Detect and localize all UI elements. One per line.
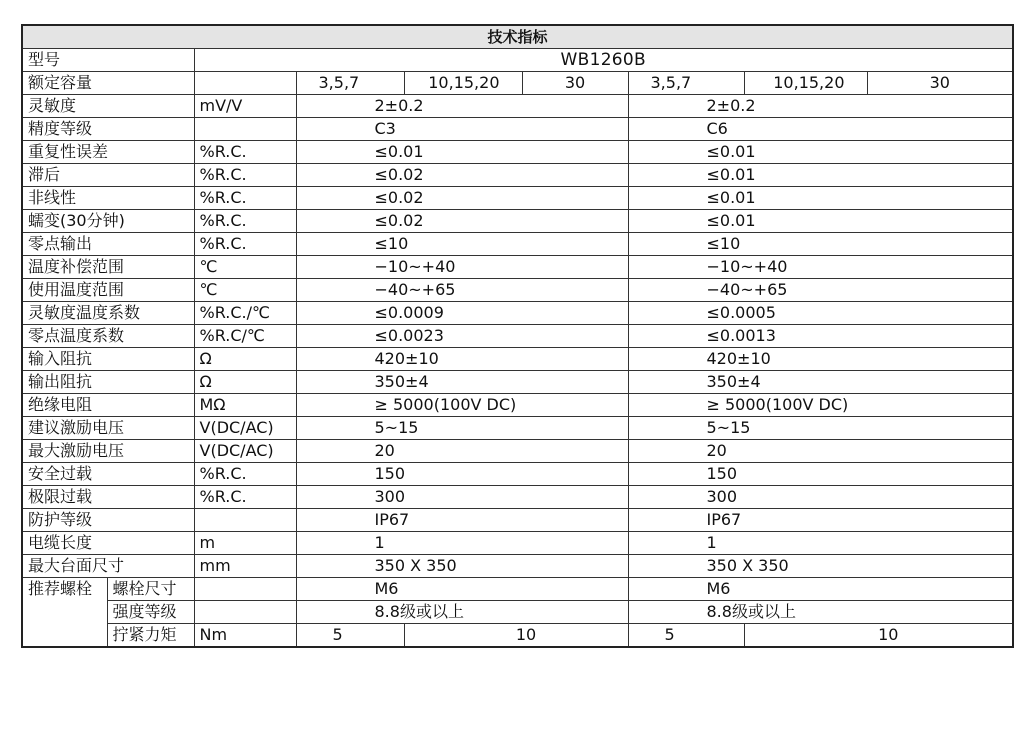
spec-name: 最大台面尺寸 — [22, 555, 194, 578]
spec-unit: %R.C. — [194, 164, 296, 187]
spec-row — [22, 279, 1013, 302]
spec-value-left: ≤0.02 — [296, 187, 628, 210]
spec-row — [22, 233, 1013, 256]
torque-right-1: 5 — [628, 624, 744, 648]
spec-value-right: ≤0.01 — [628, 210, 1013, 233]
spec-value-right: 5~15 — [628, 417, 1013, 440]
spec-name: 电缆长度 — [22, 532, 194, 555]
spec-unit: %R.C. — [194, 210, 296, 233]
spec-row — [22, 325, 1013, 348]
spec-table — [21, 24, 1014, 648]
capacity-label: 额定容量 — [22, 72, 194, 95]
spec-row — [22, 164, 1013, 187]
bolt-grade-left: 8.8级或以上 — [296, 601, 628, 624]
spec-unit: ℃ — [194, 279, 296, 302]
spec-unit: MΩ — [194, 394, 296, 417]
spec-row — [22, 440, 1013, 463]
spec-unit: %R.C. — [194, 187, 296, 210]
spec-value-left: −40~+65 — [296, 279, 628, 302]
spec-name: 最大激励电压 — [22, 440, 194, 463]
spec-unit: Ω — [194, 348, 296, 371]
spec-name: 使用温度范围 — [22, 279, 194, 302]
spec-row — [22, 486, 1013, 509]
spec-value-right: ≤0.01 — [628, 141, 1013, 164]
bolt-torque-unit: Nm — [194, 624, 296, 648]
spec-name: 非线性 — [22, 187, 194, 210]
spec-unit: %R.C/℃ — [194, 325, 296, 348]
spec-row — [22, 95, 1013, 118]
capacity-left-3: 30 — [522, 72, 628, 95]
bolt-size-row — [22, 578, 1013, 601]
spec-unit: %R.C. — [194, 463, 296, 486]
spec-value-right: 350 X 350 — [628, 555, 1013, 578]
spec-row — [22, 141, 1013, 164]
spec-row — [22, 210, 1013, 233]
spec-row — [22, 371, 1013, 394]
spec-name: 温度补偿范围 — [22, 256, 194, 279]
spec-value-left: ≤0.0009 — [296, 302, 628, 325]
spec-value-right: −40~+65 — [628, 279, 1013, 302]
spec-value-left: −10~+40 — [296, 256, 628, 279]
spec-value-right: 2±0.2 — [628, 95, 1013, 118]
spec-value-right: 300 — [628, 486, 1013, 509]
bolt-grade-right: 8.8级或以上 — [628, 601, 1013, 624]
spec-unit: V(DC/AC) — [194, 440, 296, 463]
spec-value-left: 350 X 350 — [296, 555, 628, 578]
spec-value-left: ≥ 5000(100V DC) — [296, 394, 628, 417]
spec-row — [22, 348, 1013, 371]
bolt-grade-row — [22, 601, 1013, 624]
spec-value-left: 300 — [296, 486, 628, 509]
spec-value-right: 1 — [628, 532, 1013, 555]
spec-unit: ℃ — [194, 256, 296, 279]
spec-name: 蠕变(30分钟) — [22, 210, 194, 233]
spec-value-left: 20 — [296, 440, 628, 463]
spec-value-left: IP67 — [296, 509, 628, 532]
spec-value-left: 350±4 — [296, 371, 628, 394]
spec-unit: mV/V — [194, 95, 296, 118]
spec-value-left: 420±10 — [296, 348, 628, 371]
bolt-size-name: 螺栓尺寸 — [107, 578, 194, 601]
spec-unit: %R.C./℃ — [194, 302, 296, 325]
spec-row — [22, 417, 1013, 440]
spec-name: 零点温度系数 — [22, 325, 194, 348]
spec-name: 输入阻抗 — [22, 348, 194, 371]
bolt-label: 推荐螺栓 — [22, 578, 107, 648]
spec-value-right: ≤10 — [628, 233, 1013, 256]
spec-value-right: ≤0.01 — [628, 187, 1013, 210]
capacity-row — [22, 72, 1013, 95]
bolt-size-unit — [194, 578, 296, 601]
spec-row — [22, 394, 1013, 417]
spec-value-right: ≤0.01 — [628, 164, 1013, 187]
spec-name: 绝缘电阻 — [22, 394, 194, 417]
spec-value-right: ≥ 5000(100V DC) — [628, 394, 1013, 417]
capacity-right-3: 30 — [867, 72, 1013, 95]
capacity-left-2: 10,15,20 — [404, 72, 522, 95]
spec-value-right: C6 — [628, 118, 1013, 141]
bolt-grade-unit — [194, 601, 296, 624]
title-row — [22, 25, 1013, 49]
unit-cell — [194, 72, 296, 95]
spec-unit: %R.C. — [194, 486, 296, 509]
spec-unit: %R.C. — [194, 233, 296, 256]
spec-name: 滞后 — [22, 164, 194, 187]
spec-row — [22, 463, 1013, 486]
bolt-size-right: M6 — [628, 578, 1013, 601]
spec-value-left: ≤0.02 — [296, 210, 628, 233]
bolt-grade-name: 强度等级 — [107, 601, 194, 624]
spec-name: 精度等级 — [22, 118, 194, 141]
spec-name: 重复性误差 — [22, 141, 194, 164]
spec-value-left: ≤10 — [296, 233, 628, 256]
capacity-right-1: 3,5,7 — [628, 72, 744, 95]
spec-name: 建议激励电压 — [22, 417, 194, 440]
spec-rows — [22, 95, 1013, 578]
spec-row — [22, 118, 1013, 141]
torque-left-1: 5 — [296, 624, 404, 648]
spec-value-right: 420±10 — [628, 348, 1013, 371]
spec-row — [22, 555, 1013, 578]
spec-value-right: ≤0.0005 — [628, 302, 1013, 325]
spec-unit: m — [194, 532, 296, 555]
spec-value-right: 150 — [628, 463, 1013, 486]
spec-row — [22, 302, 1013, 325]
table-title: 技术指标 — [22, 25, 1013, 49]
spec-value-right: IP67 — [628, 509, 1013, 532]
model-row — [22, 49, 1013, 72]
spec-unit: Ω — [194, 371, 296, 394]
spec-value-left: 5~15 — [296, 417, 628, 440]
model-label: 型号 — [22, 49, 194, 72]
spec-name: 零点输出 — [22, 233, 194, 256]
spec-value-right: 350±4 — [628, 371, 1013, 394]
model-value: WB1260B — [194, 49, 1013, 72]
capacity-right-2: 10,15,20 — [744, 72, 867, 95]
spec-unit: %R.C. — [194, 141, 296, 164]
spec-row — [22, 509, 1013, 532]
spec-value-left: ≤0.02 — [296, 164, 628, 187]
spec-name: 防护等级 — [22, 509, 194, 532]
spec-value-left: C3 — [296, 118, 628, 141]
spec-name: 输出阻抗 — [22, 371, 194, 394]
spec-value-left: ≤0.01 — [296, 141, 628, 164]
spec-unit — [194, 118, 296, 141]
torque-right-2: 10 — [744, 624, 1013, 648]
spec-unit — [194, 509, 296, 532]
spec-unit: V(DC/AC) — [194, 417, 296, 440]
spec-name: 极限过载 — [22, 486, 194, 509]
spec-value-left: 1 — [296, 532, 628, 555]
spec-name: 安全过载 — [22, 463, 194, 486]
spec-value-right: ≤0.0013 — [628, 325, 1013, 348]
spec-value-left: 150 — [296, 463, 628, 486]
capacity-left-1: 3,5,7 — [296, 72, 404, 95]
spec-value-right: 20 — [628, 440, 1013, 463]
bolt-torque-name: 拧紧力矩 — [107, 624, 194, 648]
spec-value-left: ≤0.0023 — [296, 325, 628, 348]
spec-name: 灵敏度温度系数 — [22, 302, 194, 325]
bolt-torque-row — [22, 624, 1013, 648]
spec-value-right: −10~+40 — [628, 256, 1013, 279]
spec-name: 灵敏度 — [22, 95, 194, 118]
spec-value-left: 2±0.2 — [296, 95, 628, 118]
spec-unit: mm — [194, 555, 296, 578]
torque-left-2: 10 — [404, 624, 628, 648]
spec-row — [22, 187, 1013, 210]
spec-row — [22, 532, 1013, 555]
spec-row — [22, 256, 1013, 279]
bolt-size-left: M6 — [296, 578, 628, 601]
